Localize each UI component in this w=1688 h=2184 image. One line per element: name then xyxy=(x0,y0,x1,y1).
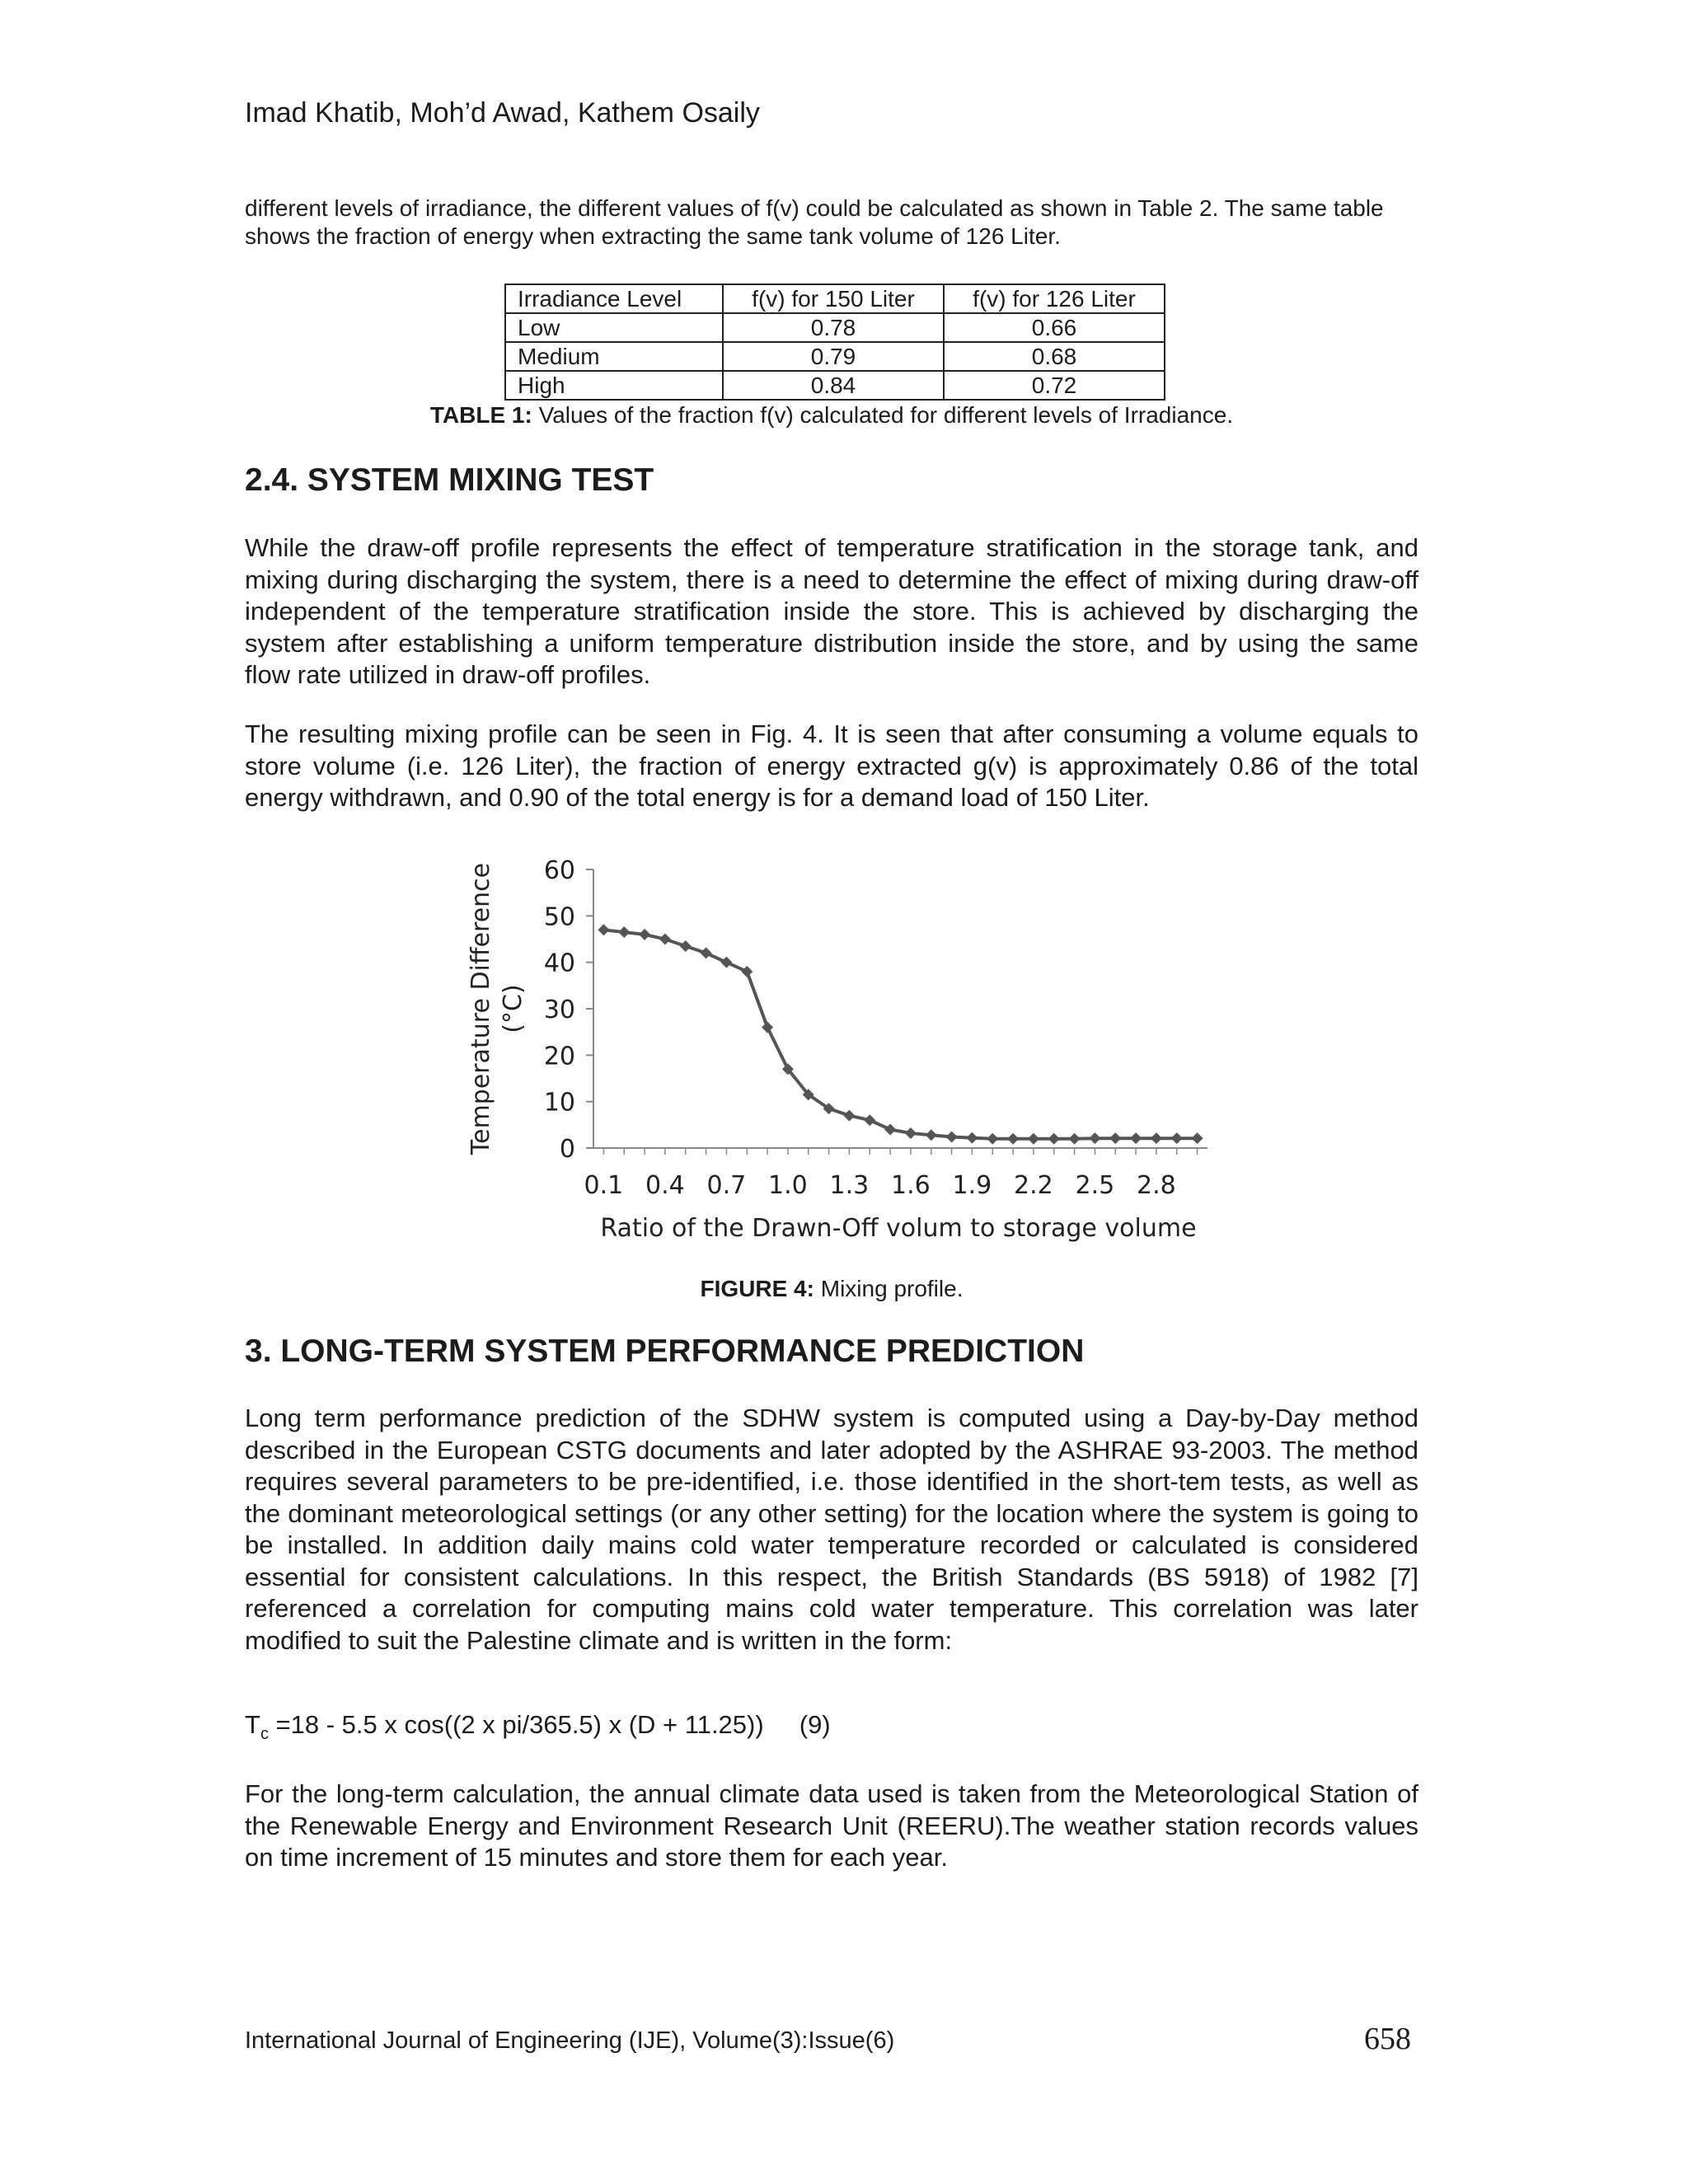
section-3-paragraph-2: For the long-term calculation, the annual climate data used is taken from the Meteorological Station of the Renewable Energy and Environment Research Unit (REERU).The weather station records values on time increment of 15 minutes and store them for each year. xyxy=(245,1779,1418,1872)
data-point xyxy=(1171,1132,1183,1144)
y-axis-label: Temperature Difference xyxy=(467,862,495,1155)
section-2-4-paragraph-2: The resulting mixing profile can be seen in Fig. 4. It is seen that after consuming a volume equals to store volume (i.e. 126 Liter), the fraction of energy extracted g(v) is approximately 0.86 of the total energy withdrawn, and 0.90 of the total energy is for a demand load of 150 Liter. xyxy=(245,719,1418,812)
table-cell: 0.79 xyxy=(723,342,944,371)
x-tick-label: 1.3 xyxy=(829,1171,870,1200)
running-header-authors: Imad Khatib, Moh’d Awad, Kathem Osaily xyxy=(245,97,760,129)
y-tick-label: 60 xyxy=(543,856,575,885)
data-point xyxy=(720,957,732,968)
data-point xyxy=(926,1129,937,1141)
table-row xyxy=(505,342,1165,371)
data-point xyxy=(680,940,692,952)
table-1-caption xyxy=(245,402,1418,429)
chart-axes xyxy=(593,869,1207,1148)
x-tick-label: 1.6 xyxy=(891,1171,931,1200)
y-tick-label: 20 xyxy=(543,1042,575,1071)
data-point xyxy=(741,966,753,977)
table-cell: 0.68 xyxy=(944,342,1165,371)
x-tick-label: 2.8 xyxy=(1137,1171,1176,1200)
section-2-4-heading: 2.4. SYSTEM MIXING TEST xyxy=(245,462,654,498)
data-point xyxy=(1028,1133,1039,1145)
x-tick-label: 1.9 xyxy=(952,1171,992,1200)
mixing-profile-chart xyxy=(462,849,1220,1261)
x-tick-label: 0.1 xyxy=(584,1171,624,1200)
data-point xyxy=(884,1123,896,1135)
data-point xyxy=(618,926,630,938)
y-tick-label: 0 xyxy=(559,1135,575,1164)
table-header-row xyxy=(505,284,1165,313)
figure-4-caption xyxy=(245,1276,1418,1302)
equation-body: =18 - 5.5 x cos((2 x pi/365.5) x (D + 11.25)) (9) xyxy=(268,1710,831,1739)
section-2-4-paragraph-1: While the draw-off profile represents the effect of temperature stratification in the storage tank, and mixing during discharging the system, there is a need to determine the effect of mixing during draw-off independent of the temperature stratification inside the store. This is achieved by discharging the system after establishing a uniform temperature distribution inside the store, and by using the same flow rate utilized in draw-off profiles. xyxy=(245,533,1418,689)
table-1 xyxy=(504,284,1165,401)
table-cell: High xyxy=(505,371,723,400)
table-cell: Low xyxy=(505,313,723,342)
data-point xyxy=(864,1114,875,1126)
figure-caption-text: Mixing profile. xyxy=(814,1276,964,1301)
series-line xyxy=(603,930,1197,1139)
x-tick-label: 0.4 xyxy=(645,1171,685,1200)
x-tick-label: 2.5 xyxy=(1075,1171,1115,1200)
table-cell: 0.66 xyxy=(944,313,1165,342)
data-point xyxy=(1192,1132,1203,1144)
equation-subscript: c xyxy=(260,1725,269,1744)
footer-page-number: 658 xyxy=(1364,2022,1411,2056)
data-point xyxy=(1109,1132,1121,1144)
data-point xyxy=(1151,1132,1162,1144)
data-point-group xyxy=(598,924,1203,1145)
data-point xyxy=(1007,1133,1019,1145)
data-point xyxy=(843,1110,855,1122)
y-tick-label: 10 xyxy=(543,1088,575,1118)
data-point xyxy=(701,947,712,958)
data-point xyxy=(659,934,671,945)
x-tick-label: 1.0 xyxy=(768,1171,808,1200)
table-caption-label: TABLE 1: xyxy=(429,402,532,428)
figure-caption-label: FIGURE 4: xyxy=(700,1276,814,1301)
x-tick-label: 0.7 xyxy=(706,1171,747,1200)
data-point xyxy=(762,1022,773,1033)
data-point xyxy=(639,929,650,940)
data-point xyxy=(987,1133,998,1145)
footer-journal: International Journal of Engineering (IJE), Volume(3):Issue(6) xyxy=(245,2027,895,2054)
table-cell: 0.84 xyxy=(723,371,944,400)
x-tick-label: 2.2 xyxy=(1014,1171,1053,1200)
data-point xyxy=(1048,1133,1060,1145)
x-axis-label: Ratio of the Drawn-Off volum to storage volume xyxy=(600,1214,1197,1243)
table-header-cell: f(v) for 150 Liter xyxy=(723,284,944,313)
data-point xyxy=(946,1131,958,1142)
equation-9 xyxy=(245,1710,831,1744)
y-tick-label: 50 xyxy=(543,902,575,932)
table-row xyxy=(505,313,1165,342)
data-point xyxy=(905,1127,917,1139)
data-point xyxy=(966,1132,978,1144)
y-tick-label: 30 xyxy=(543,996,575,1024)
table-header-cell: Irradiance Level xyxy=(505,284,723,313)
data-point xyxy=(598,924,609,935)
y-tick-label: 40 xyxy=(543,949,575,978)
data-point xyxy=(1069,1133,1081,1145)
data-point xyxy=(1130,1132,1142,1144)
table-caption-text: Values of the fraction f(v) calculated for different levels of Irradiance. xyxy=(532,402,1234,428)
intro-paragraph: different levels of irradiance, the different values of f(v) could be calculated as shown in Table 2. The same table shows the fraction of energy when extracting the same tank volume of 126 Liter. xyxy=(245,195,1384,249)
y-axis-unit: (°C) xyxy=(499,984,528,1033)
table-cell: Medium xyxy=(505,342,723,371)
table-cell: 0.78 xyxy=(723,313,944,342)
y-tick-group xyxy=(544,856,593,1164)
x-tick-group xyxy=(584,1148,1198,1200)
data-point xyxy=(1089,1132,1100,1144)
section-3-paragraph-1: Long term performance prediction of the SDHW system is computed using a Day-by-Day method described in the European CSTG documents and later adopted by the ASHRAE 93-2003. The method requires several parameters to be pre-identified, i.e. those identified in the short-tem tests, as well as the dominant meteorological settings (or any other setting) for the location where the system is going to be installed. In addition daily mains cold water temperature recorded or calculated is considered essential for consistent calculations. In this respect, the British Standards (BS 5918) of 1982 [7] referenced a correlation for computing mains cold water temperature. This correlation was later modified to suit the Palestine climate and is written in the form: xyxy=(245,1404,1418,1655)
table-cell: 0.72 xyxy=(944,371,1165,400)
table-header-cell: f(v) for 126 Liter xyxy=(944,284,1165,313)
section-3-heading: 3. LONG-TERM SYSTEM PERFORMANCE PREDICTION xyxy=(245,1333,1085,1369)
table-row xyxy=(505,371,1165,400)
equation-symbol: T xyxy=(245,1710,260,1739)
